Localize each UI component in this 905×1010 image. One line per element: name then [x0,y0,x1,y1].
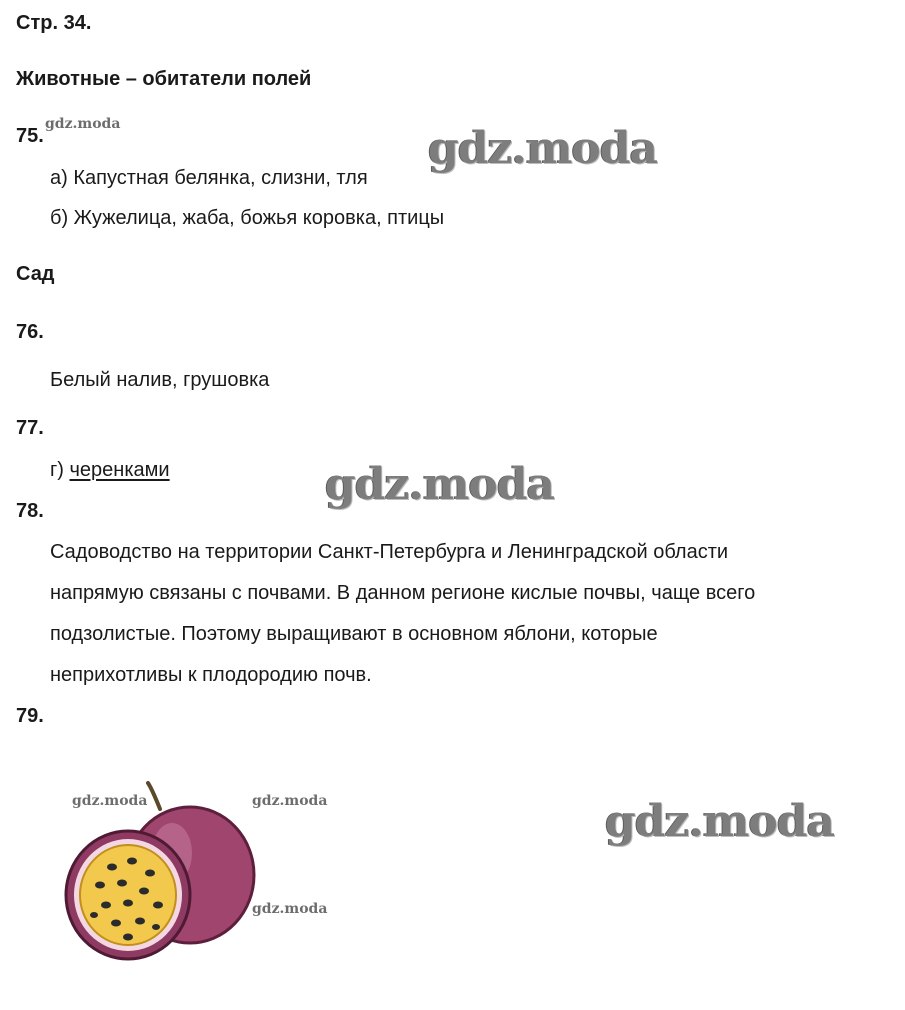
answer-78-line-1: Садоводство на территории Санкт-Петербурга и Ленинградской области [50,541,729,563]
watermark-small: gdz.moda [252,901,328,917]
answer-77-prefix: г) [50,459,70,481]
answer-78-line-4: неприхотливы к плодородию почв. [50,664,372,686]
question-number-76: 76. [16,321,44,343]
watermark-logo: gdz.moda [605,796,835,847]
watermark-small: gdz.moda [72,793,148,809]
watermark-logo: gdz.moda [428,123,658,174]
answer-78-line-2: напрямую связаны с почвами. В данном регионе кислые почвы, чаще всего [50,582,756,604]
watermark-small: gdz.moda [252,793,328,809]
answer-75-b: б) Жужелица, жаба, божья коровка, птицы [50,207,445,229]
question-number-75: 75. [16,125,44,147]
section-title-animals: Животные – обитатели полей [16,68,312,90]
page-number: Стр. 34. [16,12,92,34]
answer-77 [50,458,170,482]
section-title-garden: Сад [16,263,55,285]
answer-76: Белый налив, грушовка [50,369,270,391]
watermark-small: gdz.moda [45,116,121,132]
answer-75-a: а) Капустная белянка, слизни, тля [50,167,368,189]
question-number-77: 77. [16,417,44,439]
answer-77-value: черенками [69,459,170,481]
answer-78-line-3: подзолистые. Поэтому выращивают в основном яблони, которые [50,623,658,645]
question-number-79: 79. [16,705,44,727]
watermark-logo: gdz.moda [325,459,555,510]
question-number-78: 78. [16,500,44,522]
